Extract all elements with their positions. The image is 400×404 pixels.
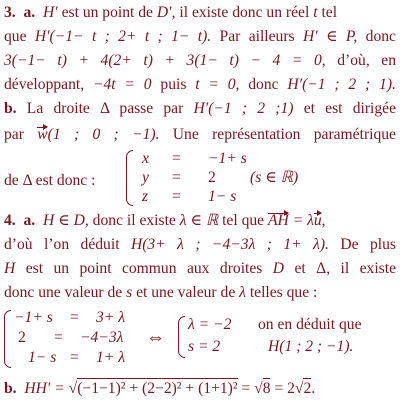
system-brace (4, 310, 11, 368)
s4-line-3: H est un point commun aux droites D et Δ, il existe (4, 260, 396, 277)
equation-system-2: λ = −2 s = 2 (178, 314, 258, 358)
exercise-number-4: 4. (4, 212, 16, 229)
s3-line-7: de Δ est donc : (4, 172, 96, 189)
parametric-system: x = −1+ s y = 2 (s ∈ ℝ) z = 1− s (126, 148, 296, 208)
s3-line-3: 3(−1− t) + 4(2+ t) + 3(1− t) − 4 = 0, d’où, en (4, 52, 396, 69)
part-b-label: b. (4, 100, 17, 117)
s3-line-5: b. La droite Δ passe par H′(−1 ; 2 ;1) et est dirigée (4, 100, 397, 117)
vector-AH: AH (268, 212, 289, 229)
sqrt-expression: (−1−1)² + (2−2)² + (1+1)² (77, 380, 238, 397)
s3-line-4: développant, −4t = 0 puis t = 0, donc H′(−1 ; 2 ; 1). (4, 76, 396, 93)
vector-u: u (313, 212, 322, 229)
vector-w: w (37, 126, 48, 143)
equation-system-1: −1+ s = 3+ λ 2 = −4−3λ 1− s = 1+ λ (4, 307, 136, 369)
s4-line-1: 4. a. H ∈ D, donc il existe λ ∈ ℝ tel que AH = λu, (4, 212, 326, 229)
s4-line-2: d’où l’on déduit H(3+ λ ; −4−3λ ; 1+ λ). De plus (4, 236, 396, 253)
point-H: H(1 ; 2 ; −1). (268, 338, 354, 355)
s3-line-2: que H′(−1− t ; 2+ t ; 1− t). Par ailleurs H′ ∈ P, donc (4, 28, 396, 45)
s4-line-8: b. HH′ = √(−1−1)² + (2−2)² + (1+1)² = √8 = 2√2. (4, 380, 316, 397)
s3-line-1: 3. a. H′ est un point de D′, il existe donc un réel t tel (4, 4, 338, 21)
conclusion-text: on en déduit que (258, 316, 362, 333)
exercise-number-3: 3. (4, 4, 16, 21)
system-brace (178, 316, 185, 358)
system-brace (126, 150, 133, 206)
equivalence-arrow: ⇔ (146, 327, 165, 348)
s4-line-4: donc une valeur de s et une valeur de λ telles que : (4, 284, 318, 301)
part-a-label: a. (23, 4, 36, 21)
s3-line-6: par w(1 ; 0 ; −1). Une représentation paramétrique (4, 126, 396, 143)
